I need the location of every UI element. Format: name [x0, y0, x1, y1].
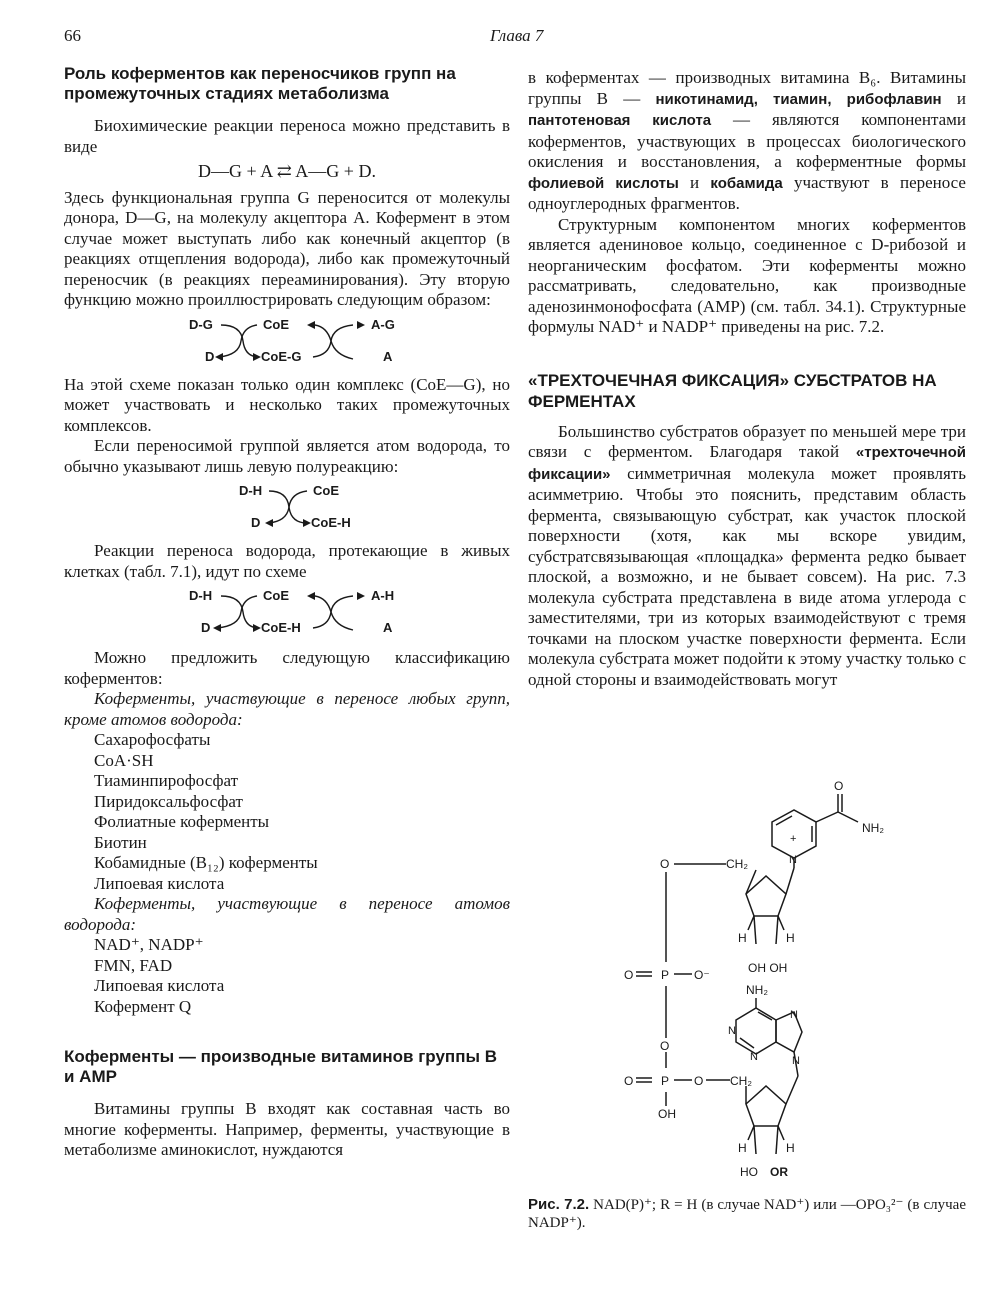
- atom-label: O: [834, 779, 844, 793]
- atom-label: P: [661, 968, 670, 982]
- keyword: пантотеновая кислота: [528, 112, 712, 129]
- paragraph: Реакции переноса водорода, протекающие в живых клетках (табл. 7.1), идут по схеме: [64, 541, 510, 581]
- chapter-header: Глава 7: [490, 26, 544, 45]
- ribose-ring-top: [746, 876, 786, 916]
- text-run: Большинство субстратов образует по меньшей мере три связи с ферментом. Благодаря такой: [528, 421, 966, 461]
- atom-label: P: [661, 1074, 670, 1088]
- atom-label: H: [786, 1141, 795, 1155]
- atom-label: OH: [658, 1107, 676, 1121]
- atom-label: N: [750, 1051, 758, 1063]
- atom-label: OH OH: [748, 961, 788, 975]
- keyword: никотинамид, тиамин, рибофлавин: [655, 90, 942, 108]
- scheme-label: A-H: [371, 588, 395, 603]
- text-run: симметричная молекула может проявлять асимметрию. Чтобы это пояснить, представим область фермента, связывающую субстрат, как участок плоской поверхности (хотя, как мы вскоре увидим, субстратсвязывающая «площадка» фермента редко бывает плоской, а возможно, и не бывает совсем). На рис. 7.3 молекула субстрата представлена в виде атома углерода с заместителями, три из которых взаимодействуют с тремя точками на плоском участке поверхности фермента. Если молекула субстрата может подойти к этому участку только с одной стороны и взаимодействовать могут: [528, 463, 966, 689]
- adenine-ring-five: [776, 1012, 802, 1052]
- scheme-curve: [221, 325, 259, 357]
- arrow-head: [357, 321, 365, 329]
- classification-heading: Коферменты, участвующие в переносе атомов водорода:: [64, 894, 510, 934]
- list-item: Липоевая кислота: [94, 873, 225, 893]
- text-run: и: [941, 88, 966, 108]
- text-run: в коферментах — производных витамина B₆. Витамины группы B —: [528, 68, 966, 108]
- arrow-head: [265, 519, 273, 527]
- list-item: Пиридоксальфосфат: [94, 791, 243, 811]
- scheme-label: D: [205, 348, 215, 364]
- list-item: NAD⁺, NADP⁺: [94, 935, 204, 954]
- scheme-curve: [313, 596, 353, 628]
- atom-label: H: [738, 1141, 747, 1155]
- keyword: фолиевой кислоты: [528, 174, 679, 192]
- paragraph: Если переносимой группой является атом водорода, то обычно указывают лишь левую полуреакцию:: [64, 436, 510, 476]
- atom-label: O: [624, 968, 634, 982]
- atom-label: HO: [740, 1165, 758, 1179]
- atom-label: N: [790, 1009, 798, 1021]
- scheme-label: CoE: [313, 483, 339, 498]
- scheme-label: D-H: [189, 588, 213, 603]
- page-number: 66: [64, 26, 81, 45]
- atom-label: N: [728, 1025, 736, 1037]
- atom-label: O: [624, 1074, 634, 1088]
- atom-label: H: [738, 931, 747, 945]
- paragraph: [528, 422, 966, 691]
- scheme-label: D: [201, 620, 211, 635]
- arrow-head: [213, 624, 221, 632]
- transfer-equation: D—G + A ⇄ A—G + D.: [198, 161, 376, 181]
- scheme-label: A-G: [371, 316, 395, 332]
- atom-label: O: [694, 1074, 704, 1088]
- section-heading-coenzymes-carriers: Роль коферментов как переносчиков групп на промежуточных стадиях метаболизма: [64, 64, 456, 103]
- coenzyme-list-hydrogen: [64, 935, 510, 1017]
- arrow-head: [215, 353, 223, 361]
- paragraph: Биохимические реакции переноса можно представить в виде: [64, 116, 510, 156]
- figure-caption: [528, 1196, 966, 1232]
- keyword: кобамида: [710, 174, 783, 192]
- list-item: Кобамидные (B₁₂) коферменты: [94, 853, 318, 872]
- scheme-curve: [269, 491, 307, 523]
- paragraph: Структурным компонентом многих коферментов является адениновое кольцо, соединенное с D-рибозой и неорганическим фосфатом. Эти коферменты можно рассматривать, следовательно, как производные аденозинмонофосфата (AMP) (см. табл. 34.1). Структурные формулы NAD⁺ и NADP⁺ приведены на рис. 7.2.: [528, 214, 966, 336]
- scheme-label: D-H: [239, 483, 263, 498]
- coenzyme-list-groups: [64, 730, 510, 894]
- list-item: Липоевая кислота: [94, 976, 225, 995]
- atom-label: N: [789, 854, 797, 866]
- caption-label: Рис. 7.2.: [528, 1196, 590, 1213]
- atom-label: H: [786, 931, 795, 945]
- scheme-label: CoE: [263, 588, 289, 603]
- adenine-ring-six: [736, 1008, 776, 1054]
- arrow-head: [253, 624, 261, 632]
- caption-text: NAD(P)⁺; R = H (в случае NAD⁺) или —OPO₃²⁻ (в случае NADP⁺).: [528, 1197, 967, 1231]
- paragraph: Витамины группы B входят как составная часть во многие коферменты. Например, ферменты, участвующие в метаболизме аминокислот, нуждаются: [64, 1099, 510, 1159]
- list-item: Сахарофосфаты: [94, 730, 211, 749]
- arrow-head: [307, 321, 315, 329]
- list-item: FMN, FAD: [94, 955, 173, 975]
- text-run: и: [678, 172, 711, 192]
- arrow-head: [357, 592, 365, 600]
- atom-label: N: [792, 1055, 800, 1067]
- section-heading-vitamin-derivatives: Коферменты — производные витаминов группы B и AMP: [64, 1047, 497, 1086]
- scheme-curve: [269, 491, 307, 523]
- nadp-structure-figure: [606, 776, 906, 1186]
- arrow-head: [303, 519, 311, 527]
- section-heading-three-point: «ТРЕХТОЧЕЧНАЯ ФИКСАЦИЯ» СУБСТРАТОВ НА ФЕРМЕНТАХ: [528, 370, 937, 411]
- atom-label: O⁻: [694, 968, 710, 982]
- arrow-head: [307, 592, 315, 600]
- paragraph: Можно предложить следующую классификацию коферментов:: [64, 648, 510, 688]
- scheme-curve: [221, 596, 259, 628]
- scheme-label: D-G: [189, 316, 213, 332]
- ribose-ring-bottom: [746, 1086, 786, 1126]
- keyword: «трехточечной фиксации»: [528, 444, 966, 483]
- right-column: [528, 68, 966, 690]
- text-run: участвуют в переносе одноуглеродных фрагментов.: [528, 172, 966, 213]
- reaction-scheme-hydrogen-half: [187, 479, 387, 535]
- paragraph: [528, 68, 966, 215]
- scheme-label: CoE-G: [261, 348, 302, 364]
- scheme-label: CoE-H: [261, 620, 301, 635]
- classification-heading: Коферменты, участвующие в переносе любых групп, кроме атомов водорода:: [64, 689, 510, 729]
- paragraph: Здесь функциональная группа G переносится от молекулы донора, D—G, на молекулу акцептора A. Кофермент в этом случае может выступать либо как конечный акцептор (в реакциях отщепления водорода), либо как промежуточный переносчик (в реакциях переаминирования). Эту вторую функцию можно проиллюстрировать следующим образом:: [64, 187, 510, 309]
- atom-label: OR: [770, 1165, 788, 1179]
- list-item: CoA·SH: [94, 750, 154, 770]
- atom-label: +: [790, 833, 797, 845]
- scheme-label: A: [383, 620, 393, 635]
- scheme-curve: [315, 596, 353, 630]
- scheme-curve: [315, 325, 353, 359]
- atom-label: CH₂: [730, 1074, 752, 1088]
- atom-label: CH₂: [726, 857, 748, 871]
- list-item: Тиаминпирофосфат: [94, 771, 238, 790]
- scheme-label: A: [383, 348, 393, 364]
- atom-label: O: [660, 857, 670, 871]
- reaction-scheme-hydrogen-transfer: [157, 584, 417, 640]
- list-item: Фолиатные коферменты: [94, 812, 270, 831]
- arrow-head: [253, 353, 261, 361]
- scheme-label: D: [251, 515, 261, 530]
- list-item: Кофермент Q: [94, 996, 192, 1016]
- atom-label: NH₂: [862, 821, 884, 835]
- paragraph: На этой схеме показан только один комплекс (CoE—G), но может участвовать и несколько таких промежуточных комплексов.: [64, 374, 510, 435]
- reaction-scheme-group-transfer: [157, 313, 417, 369]
- scheme-label: CoE-H: [311, 515, 351, 530]
- scheme-curve: [313, 325, 353, 357]
- list-item: Биотин: [94, 832, 147, 852]
- atom-label: NH₂: [746, 983, 768, 997]
- scheme-label: CoE: [263, 316, 289, 332]
- text-run: — являются компонентами коферментов, участвующих в процессах биологического окисления и восстановления, а коферментные формы: [528, 110, 966, 171]
- left-column: [64, 64, 510, 1161]
- atom-label: O: [660, 1039, 670, 1053]
